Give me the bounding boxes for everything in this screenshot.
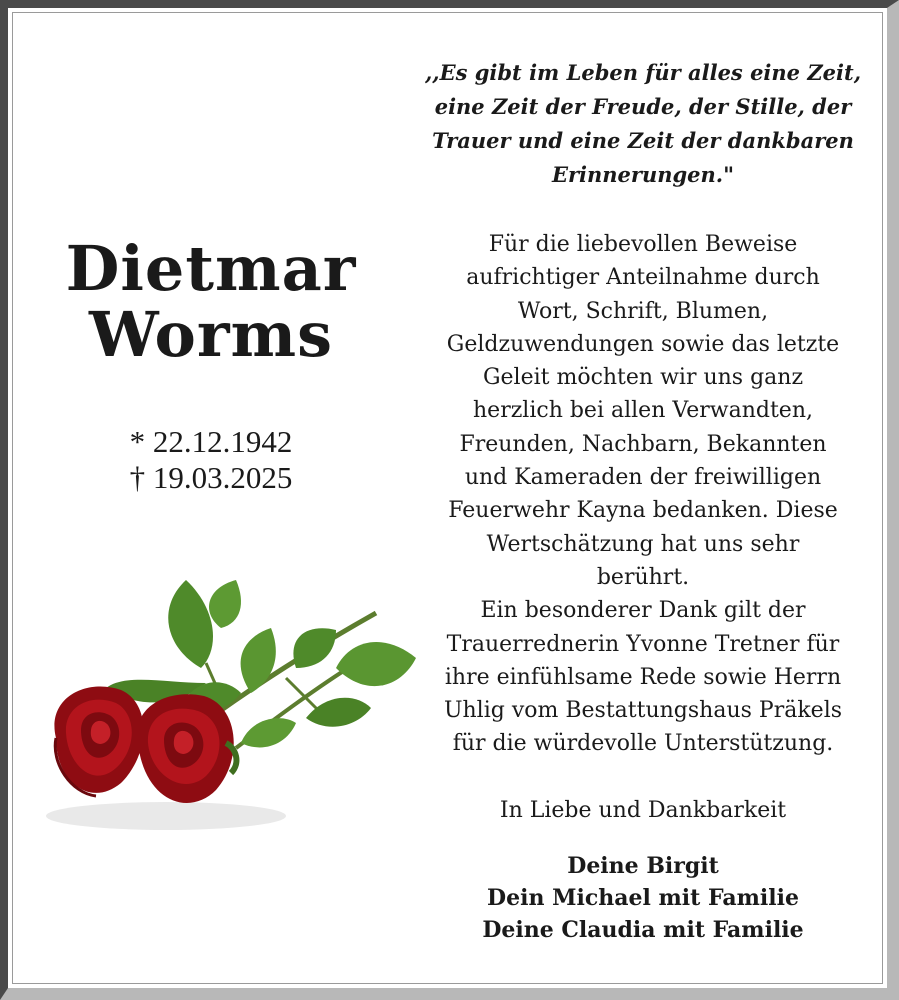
quote-line: ,,Es gibt im Leben für alles eine Zeit, (424, 60, 862, 85)
signature-line: Deine Claudia mit Familie (482, 917, 804, 943)
body-line: und Kameraden der freiwilligen (464, 465, 822, 491)
red-roses-image (26, 568, 426, 838)
body-line: ihre einfühlsame Rede sowie Herrn (444, 664, 842, 690)
closing-line: In Liebe und Dankbarkeit (499, 798, 787, 823)
body-line: für die würdevolle Unterstützung. (452, 731, 834, 757)
signature-line: Deine Birgit (567, 853, 719, 879)
quote-line: Erinnerungen." (551, 162, 735, 187)
quote (398, 56, 888, 192)
body-line: Wort, Schrift, Blumen, (517, 298, 769, 324)
last-name: Worms (88, 298, 334, 371)
body-line: herzlich bei allen Verwandten, (473, 398, 813, 424)
death-date: † 19.03.2025 (129, 460, 293, 495)
body-line: Geldzuwendungen sowie das letzte (446, 331, 840, 357)
quote-line: Trauer und eine Zeit der dankbaren (432, 128, 854, 153)
body-line: Freunden, Nachbarn, Bekannten (459, 431, 827, 457)
body-line: Für die liebevollen Beweise (488, 232, 798, 257)
deceased-name (26, 232, 396, 371)
body-line: Trauerrednerin Yvonne Tretner für (446, 631, 840, 657)
signatures (398, 850, 888, 946)
body-line: Wertschätzung hat uns sehr (486, 531, 800, 557)
body-line: aufrichtiger Anteilnahme durch (466, 265, 820, 291)
body-line: Ein besonderer Dank gilt der (480, 598, 806, 624)
left-column (26, 8, 396, 988)
signature-line: Dein Michael mit Familie (487, 885, 799, 911)
body-line: Feuerwehr Kayna bedanken. Diese (448, 498, 838, 524)
life-dates (26, 424, 396, 496)
body-line: Uhlig vom Bestattungshaus Präkels (443, 698, 843, 724)
right-column (398, 8, 888, 988)
birth-date: * 22.12.1942 (129, 424, 293, 459)
body-line: berührt. (596, 564, 690, 590)
first-name: Dietmar (65, 232, 357, 305)
thank-you-text (398, 228, 888, 761)
quote-line: eine Zeit der Freude, der Stille, der (434, 94, 852, 119)
body-line: Geleit möchten wir uns ganz (482, 365, 804, 391)
